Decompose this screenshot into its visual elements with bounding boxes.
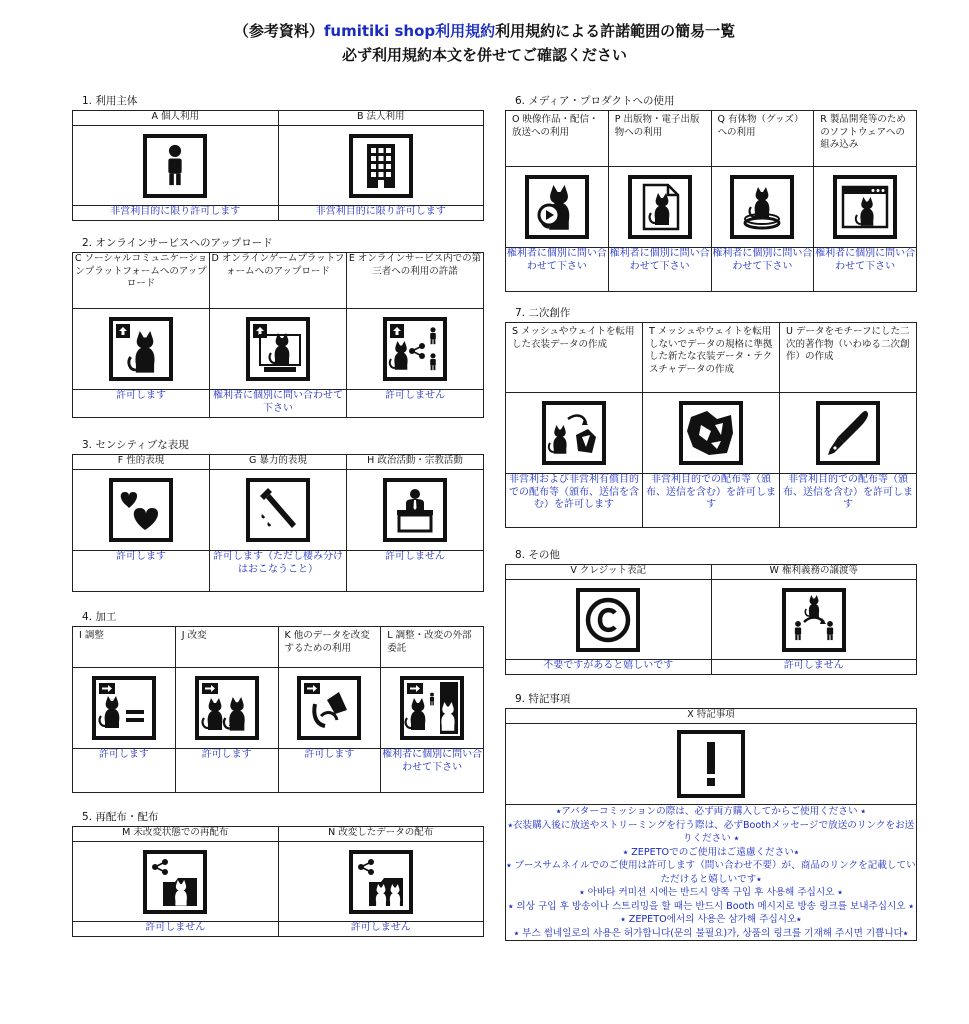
perm-c: 許可します — [73, 390, 210, 418]
cell-header-f: F 性的表現 — [73, 455, 210, 470]
section-label: 1. 利用主体 — [82, 95, 138, 107]
cell-icon-f — [73, 470, 209, 550]
adjust-icon — [92, 676, 156, 740]
perm-f: 許可します — [73, 551, 210, 592]
copyright-icon — [576, 588, 640, 652]
cell-header-v: V クレジット表記 — [506, 565, 712, 580]
section-1 — [72, 94, 484, 221]
perm-m: 許可しません — [73, 922, 279, 937]
section-label: 8. その他 — [515, 549, 560, 561]
cell-icon-v — [506, 580, 711, 659]
cell-header-m: M 未改変状態での再配布 — [73, 827, 279, 842]
perm-l: 権利者に個別に問い合わせて下さい — [381, 749, 484, 793]
perm-a: 非営利目的に限り許可します — [73, 206, 279, 221]
section-label: 4. 加工 — [82, 611, 117, 623]
cell-header-u: U データをモチーフにした二次的著作物（いわゆる二次創作）の作成 — [780, 323, 917, 393]
upload-monitor-cat-icon — [246, 317, 310, 381]
cell-icon-a — [73, 126, 278, 205]
cell-header-n: N 改変したデータの配布 — [278, 827, 484, 842]
cell-header-w: W 権利義務の譲渡等 — [711, 565, 917, 580]
note-item: ⭑衣装購入後に放送やストリーミングを行う際は、必ずBoothメッセージで放送のリンクをお送りください ⭑ — [507, 819, 915, 844]
cell-header-c: C ソーシャルコミュニケーションプラットフォームへのアップロード — [73, 253, 210, 309]
section-7-table — [505, 322, 917, 528]
note-item: ⭑ 부스 썸네일로의 사용은 허가합니다(문의 불필요)가, 상품의 링크를 기재해 주시면 기쁩니다⭑ — [513, 927, 909, 939]
perm-s: 非営利および非営利有償目的での配布等（頒布、送信を含む）を許可します — [506, 474, 643, 528]
cell-header-i: I 調整 — [73, 627, 176, 668]
perm-o: 権利者に個別に問い合わせて下さい — [506, 248, 609, 292]
window-cat-icon — [833, 175, 897, 239]
document-cat-icon — [628, 175, 692, 239]
perm-u: 非営利目的での配布等（頒布、送信を含む）を許可します — [780, 474, 917, 528]
hearts-icon — [109, 478, 173, 542]
cell-header-s: S メッシュやウェイトを転用した衣装データの作成 — [506, 323, 643, 393]
note-item: ⭑ 의상 구입 후 방송이나 스트리밍을 할 때는 반드시 Booth 메시지로 방송 링크를 보내주십시오 ⭑ — [508, 900, 914, 912]
section-label: 5. 再配布・配布 — [82, 811, 159, 823]
title-shop-name: fumitiki shop利用規約 — [323, 22, 496, 40]
section-label: 7. 二次創作 — [515, 307, 571, 319]
cell-icon-j — [176, 668, 278, 748]
note-item: ⭑アバターコミッションの際は、必ず両方購入してからご使用ください ⭑ — [556, 806, 866, 817]
modify-other-icon — [297, 676, 361, 740]
section-8 — [505, 548, 917, 675]
section-label: 2. オンラインサービスへのアップロード — [82, 237, 273, 249]
perm-p: 権利者に個別に問い合わせて下さい — [608, 248, 711, 292]
section-label: 3. センシティブな表現 — [82, 439, 189, 451]
cell-icon-o — [506, 167, 608, 247]
cell-header-b: B 法人利用 — [278, 111, 484, 126]
perm-i: 許可します — [73, 749, 176, 793]
section-2 — [72, 236, 484, 418]
cell-icon-k — [279, 668, 381, 748]
cell-icon-t — [643, 393, 779, 473]
perm-d: 権利者に個別に問い合わせて下さい — [210, 390, 347, 418]
cell-icon-r — [814, 167, 916, 247]
note-item: ⭑ ZEPETO에서의 사용은 삼가해 주십시오⭑ — [620, 914, 802, 925]
cell-icon-m — [73, 842, 278, 921]
clothes-icon — [679, 401, 743, 465]
perm-t: 非営利目的での配布等（頒布、送信を含む）を許可します — [643, 474, 780, 528]
figure-cat-icon — [730, 175, 794, 239]
perm-h: 許可しません — [347, 551, 484, 592]
cell-icon-c — [73, 309, 209, 389]
perm-b: 非営利目的に限り許可します — [278, 206, 484, 221]
modify-icon — [195, 676, 259, 740]
cell-icon-i — [73, 668, 175, 748]
section-label: 9. 特記事項 — [515, 693, 571, 705]
note-item: ⭑ ブースサムネイルでのご使用は許可します（問い合わせ不要）が、商品のリンクを記載していただけると嬉しいです⭑ — [506, 860, 916, 885]
section-label: 6. メディア・プロダクトへの使用 — [515, 95, 675, 107]
building-icon — [349, 134, 413, 198]
cell-icon-q — [712, 167, 814, 247]
section-4 — [72, 610, 484, 793]
cell-header-r: R 製品開発等のためのソフトウェアへの組み込み — [814, 111, 917, 167]
cell-icon-p — [609, 167, 711, 247]
perm-q: 権利者に個別に問い合わせて下さい — [711, 248, 814, 292]
cell-header-o: O 映像作品・配信・放送への利用 — [506, 111, 609, 167]
cat-to-clothes-icon — [542, 401, 606, 465]
share-folder-icon — [143, 850, 207, 914]
perm-r: 権利者に個別に問い合わせて下さい — [814, 248, 917, 292]
cell-header-h: H 政治活動・宗教活動 — [347, 455, 484, 470]
section-4-table — [72, 626, 484, 793]
outsource-icon — [400, 676, 464, 740]
upload-cat-icon — [109, 317, 173, 381]
section-9-table — [505, 708, 917, 941]
cell-icon-n — [279, 842, 484, 921]
pen-icon — [816, 401, 880, 465]
cell-header-q: Q 有体物（グッズ）への利用 — [711, 111, 814, 167]
section-6-table — [505, 110, 917, 292]
cell-icon-e — [347, 309, 483, 389]
cell-header-l: L 調整・改変の外部委託 — [381, 627, 484, 668]
perm-w: 許可しません — [711, 660, 917, 675]
cell-icon-x — [506, 724, 916, 804]
page-subtitle: 必ず利用規約本文を併せてご確認ください — [341, 46, 627, 64]
perm-e: 許可しません — [347, 390, 484, 418]
cell-icon-u — [780, 393, 916, 473]
note-item: ⭑ ZEPETOでのご使用はご遠慮ください⭑ — [622, 846, 800, 858]
cell-header-t: T メッシュやウェイトを転用しないでデータの規格に準拠した新たな衣装データ・テクスチャデータの作成 — [643, 323, 780, 393]
cell-icon-s — [506, 393, 642, 473]
cell-icon-h — [347, 470, 483, 550]
podium-icon — [383, 478, 447, 542]
knife-icon — [246, 478, 310, 542]
cell-header-k: K 他のデータを改変するための利用 — [278, 627, 381, 668]
cell-header-d: D オンラインゲームプラットフォームへのアップロード — [210, 253, 347, 309]
transfer-icon — [782, 588, 846, 652]
cell-icon-w — [712, 580, 917, 659]
upload-share-people-icon — [383, 317, 447, 381]
page-title — [0, 20, 969, 42]
cell-header-p: P 出版物・電子出版物への利用 — [608, 111, 711, 167]
note-item: ⭑ 아바타 커미션 시에는 반드시 양쪽 구입 후 사용해 주십시오 ⭑ — [579, 887, 843, 898]
cell-header-a: A 個人利用 — [73, 111, 279, 126]
section-5 — [72, 810, 484, 937]
section-7 — [505, 306, 917, 528]
cell-header-g: G 暴力的表現 — [210, 455, 347, 470]
perm-g: 許可します（ただし棲み分けはおこなうこと） — [210, 551, 347, 592]
section-3 — [72, 438, 484, 592]
perm-j: 許可します — [175, 749, 278, 793]
cell-icon-l — [381, 668, 483, 748]
title-suffix: 利用規約による許諾範囲の簡易一覧 — [495, 22, 736, 40]
share-modified-folder-icon — [349, 850, 413, 914]
cell-icon-d — [210, 309, 346, 389]
title-prefix: （参考資料） — [233, 22, 324, 40]
video-cat-icon — [525, 175, 589, 239]
section-8-table — [505, 564, 917, 675]
perm-v: 不要ですがあると嬉しいです — [506, 660, 712, 675]
cell-header-j: J 改変 — [175, 627, 278, 668]
cell-header-x: X 特記事項 — [506, 709, 917, 724]
cell-icon-b — [279, 126, 484, 205]
cell-header-e: E オンラインサービス内での第三者への利用の許諾 — [347, 253, 484, 309]
section-5-table — [72, 826, 484, 937]
section-9 — [505, 692, 917, 941]
special-notes — [506, 805, 917, 941]
section-2-table — [72, 252, 484, 418]
section-6 — [505, 94, 917, 292]
section-1-table — [72, 110, 484, 221]
person-icon — [143, 134, 207, 198]
section-3-table — [72, 454, 484, 592]
cell-icon-g — [210, 470, 346, 550]
perm-n: 許可しません — [278, 922, 484, 937]
perm-k: 許可します — [278, 749, 381, 793]
exclamation-icon — [677, 730, 745, 798]
